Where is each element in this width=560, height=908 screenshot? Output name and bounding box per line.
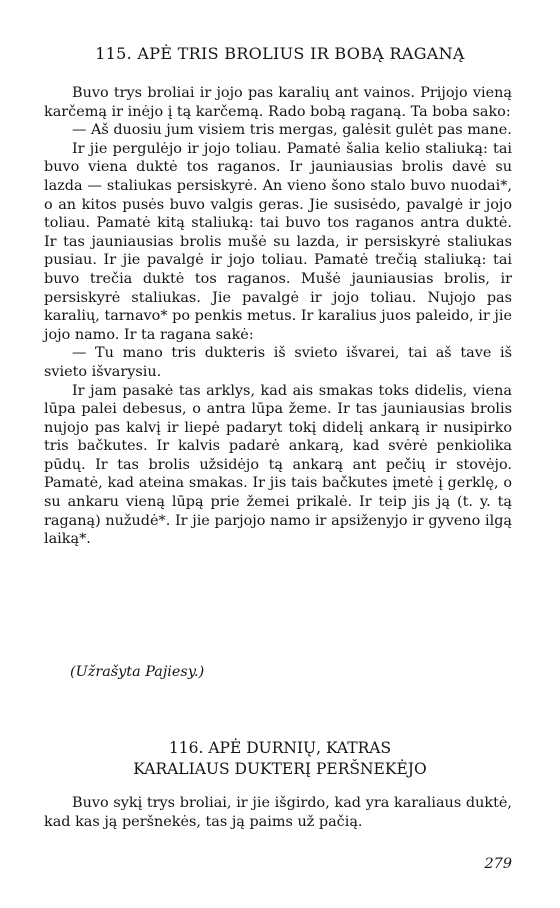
story-116-title-line-2: KARALIAUS DUKTERĮ PERŠNEKĖJO — [133, 760, 427, 778]
story-115-text — [44, 84, 512, 549]
paragraph: — Aš duosiu jum visiem tris mergas, galėsit gulėt pas mane. — [72, 122, 512, 139]
story-116-text — [44, 794, 512, 831]
page-number: 279 — [484, 856, 512, 872]
paragraph: Ir jam pasakė tas arklys, kad ais smakas toks didelis, viena lūpa palei debesus, o antra lūpa žeme. Ir tas jauniausias brolis nujojo pas kalvį ir liepė padaryt tokį didelį ankarą ir nusipirko tris bačkutes. Ir kalvis padarė ankarą, kad svėrė penkiolika pūdų. Ir tas brolis užsidėjo tą ankarą ant pečių ir stovėjo. Pamatė, kad ateina smakas. Ir jis tais bačkutes įmetė į gerklę, o su ankaru vieną lūpą prie žemei prikalė. Ir teip jis ją (t. y. tą raganą) nužudė*. Ir jie parjojo namo ir apsiženyjo ir gyveno ilgą laiką*. — [44, 382, 512, 548]
story-116-title — [0, 738, 560, 780]
paragraph: Buvo trys broliai ir jojo pas karalių ant vainos. Prijojo vieną karčemą ir inėjo į tą karčemą. Rado bobą raganą. Ta boba sako: — [44, 85, 512, 120]
paragraph: — Tu mano tris dukteris iš svieto išvarei, tai aš tave iš svieto išvarysiu. — [44, 345, 512, 380]
story-116-title-line-1: 116. APĖ DURNIŲ, KATRAS — [168, 739, 392, 757]
paragraph: Buvo sykį trys broliai, ir jie išgirdo, kad yra karaliaus duktė, kad kas ją peršnekės, tas ją paims už pačią. — [44, 795, 512, 830]
recording-note: (Užrašyta Pajiesy.) — [70, 664, 205, 680]
story-115-title: 115. APĖ TRIS BROLIUS IR BOBĄ RAGANĄ — [95, 44, 465, 63]
paragraph: Ir jie pergulėjo ir jojo toliau. Pamatė šalia kelio staliuką: tai buvo viena duktė tos raganos. Ir jauniausias brolis davė su lazda — staliukas persiskyrė. An vieno šono stalo buvo nuodai*, o an kitos pusės buvo valgis geras. Jie susisėdo, pavalgė ir jojo toliau. Pamatė kitą staliuką: tai buvo tos raganos antra duktė. Ir tas jauniausias brolis mušė su lazda, ir persiskyrė staliukas pusiau. Ir jie pavalgė ir jojo toliau. Pamatė trečią staliuką: tai buvo trečia duktė tos raganos. Mušė jauniausias brolis, ir persiskyrė staliukas. Jie pavalgė ir jojo toliau. Nujojo pas karalių, tarnavo* po penkis metus. Ir karalius juos paleido, ir jie jojo namo. Ir ta ragana sakė: — [44, 140, 512, 343]
